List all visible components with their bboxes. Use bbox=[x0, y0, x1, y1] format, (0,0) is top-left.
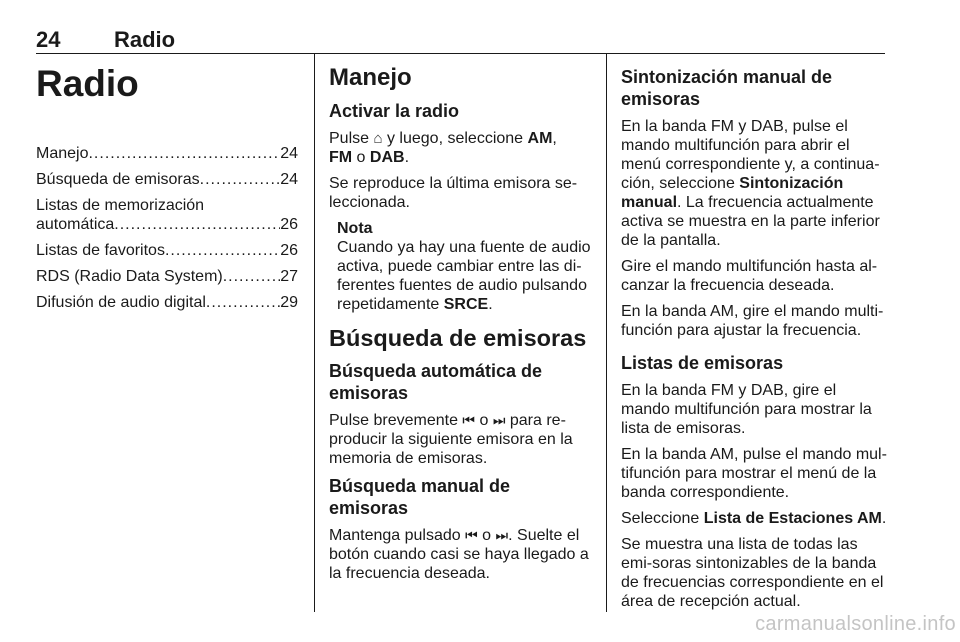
paragraph: En la banda FM y DAB, gire el mando multifunción para mostrar la lista de emisoras. bbox=[621, 382, 872, 437]
subheading-listas-emisoras: Listas de emisoras bbox=[621, 353, 784, 373]
column-divider bbox=[314, 54, 315, 612]
section-heading-busqueda: Búsqueda de emisoras bbox=[329, 325, 587, 351]
next-track-icon: ⏭ bbox=[495, 527, 509, 543]
running-section-title: Radio bbox=[114, 27, 176, 52]
subheading-sintonizacion-manual: Sintonización manual de emisoras bbox=[621, 67, 833, 109]
chapter-title: Radio bbox=[36, 63, 139, 104]
table-of-contents bbox=[36, 144, 298, 312]
content-column-right bbox=[621, 54, 887, 618]
toc-item[interactable]: Listas de favoritos ..... 26 bbox=[36, 241, 298, 260]
toc-item[interactable]: Búsqueda de emisoras ..... 24 bbox=[36, 170, 298, 189]
toc-item[interactable]: RDS (Radio Data System) ..... 27 bbox=[36, 267, 298, 286]
paragraph: Se muestra una lista de todas las emi-soras sintonizables de la banda de frecuencias correspondiente en el área de recepción actual. bbox=[621, 536, 884, 610]
column-divider bbox=[606, 54, 607, 612]
section-heading-manejo: Manejo bbox=[329, 64, 412, 91]
watermark: carmanualsonline.info bbox=[755, 613, 956, 635]
chapter-toc-column bbox=[36, 54, 298, 319]
paragraph: Gire el mando multifunción hasta al-canzar la frecuencia deseada. bbox=[621, 258, 878, 294]
note-box: Nota Cuando ya hay una fuente de audio activa, puede cambiar entre las di-ferentes fuentes de audio pulsando repetidamente SRCE. bbox=[337, 219, 593, 314]
home-icon: ⌂ bbox=[373, 130, 383, 147]
page-header bbox=[36, 27, 885, 54]
paragraph: En la banda AM, gire el mando multi-función para ajustar la frecuencia. bbox=[621, 303, 884, 339]
content-column-middle bbox=[329, 54, 593, 590]
toc-item[interactable]: Difusión de audio digital ..... 29 bbox=[36, 293, 298, 312]
subheading-activar-radio: Activar la radio bbox=[329, 101, 460, 121]
paragraph: Pulse ⌂ y luego, seleccione AM, FM o DAB. bbox=[329, 130, 557, 166]
page-number: 24 bbox=[36, 27, 61, 52]
paragraph: Pulse brevemente ⏮ o ⏭ para re-producir la siguiente emisora en la memoria de emisoras. bbox=[329, 412, 573, 467]
previous-track-icon: ⏮ bbox=[462, 412, 476, 428]
toc-item[interactable]: Listas de memorización automática ..... 26 bbox=[36, 196, 298, 234]
note-title: Nota bbox=[337, 220, 373, 237]
subheading-busqueda-manual: Búsqueda manual de emisoras bbox=[329, 476, 511, 518]
paragraph: Mantenga pulsado ⏮ o ⏭. Suelte el botón cuando casi se haya llegado a la frecuencia deseada. bbox=[329, 527, 589, 582]
subheading-busqueda-automatica: Búsqueda automática de emisoras bbox=[329, 361, 543, 403]
paragraph: Seleccione Lista de Estaciones AM. bbox=[621, 510, 887, 527]
next-track-icon: ⏭ bbox=[492, 412, 506, 428]
previous-track-icon: ⏮ bbox=[465, 527, 478, 543]
paragraph: En la banda FM y DAB, pulse el mando multifunción para abrir el menú correspondiente y, a continua-ción, seleccione Sintonización manual. La frecuencia actualmente activa se muestra en la parte inferior de la pantalla. bbox=[621, 118, 880, 249]
toc-item[interactable]: Manejo ..... 24 bbox=[36, 144, 298, 163]
paragraph: En la banda AM, pulse el mando mul-tifunción para mostrar el menú de la banda correspondiente. bbox=[621, 446, 887, 501]
paragraph: Se reproduce la última emisora se-leccionada. bbox=[329, 175, 578, 211]
